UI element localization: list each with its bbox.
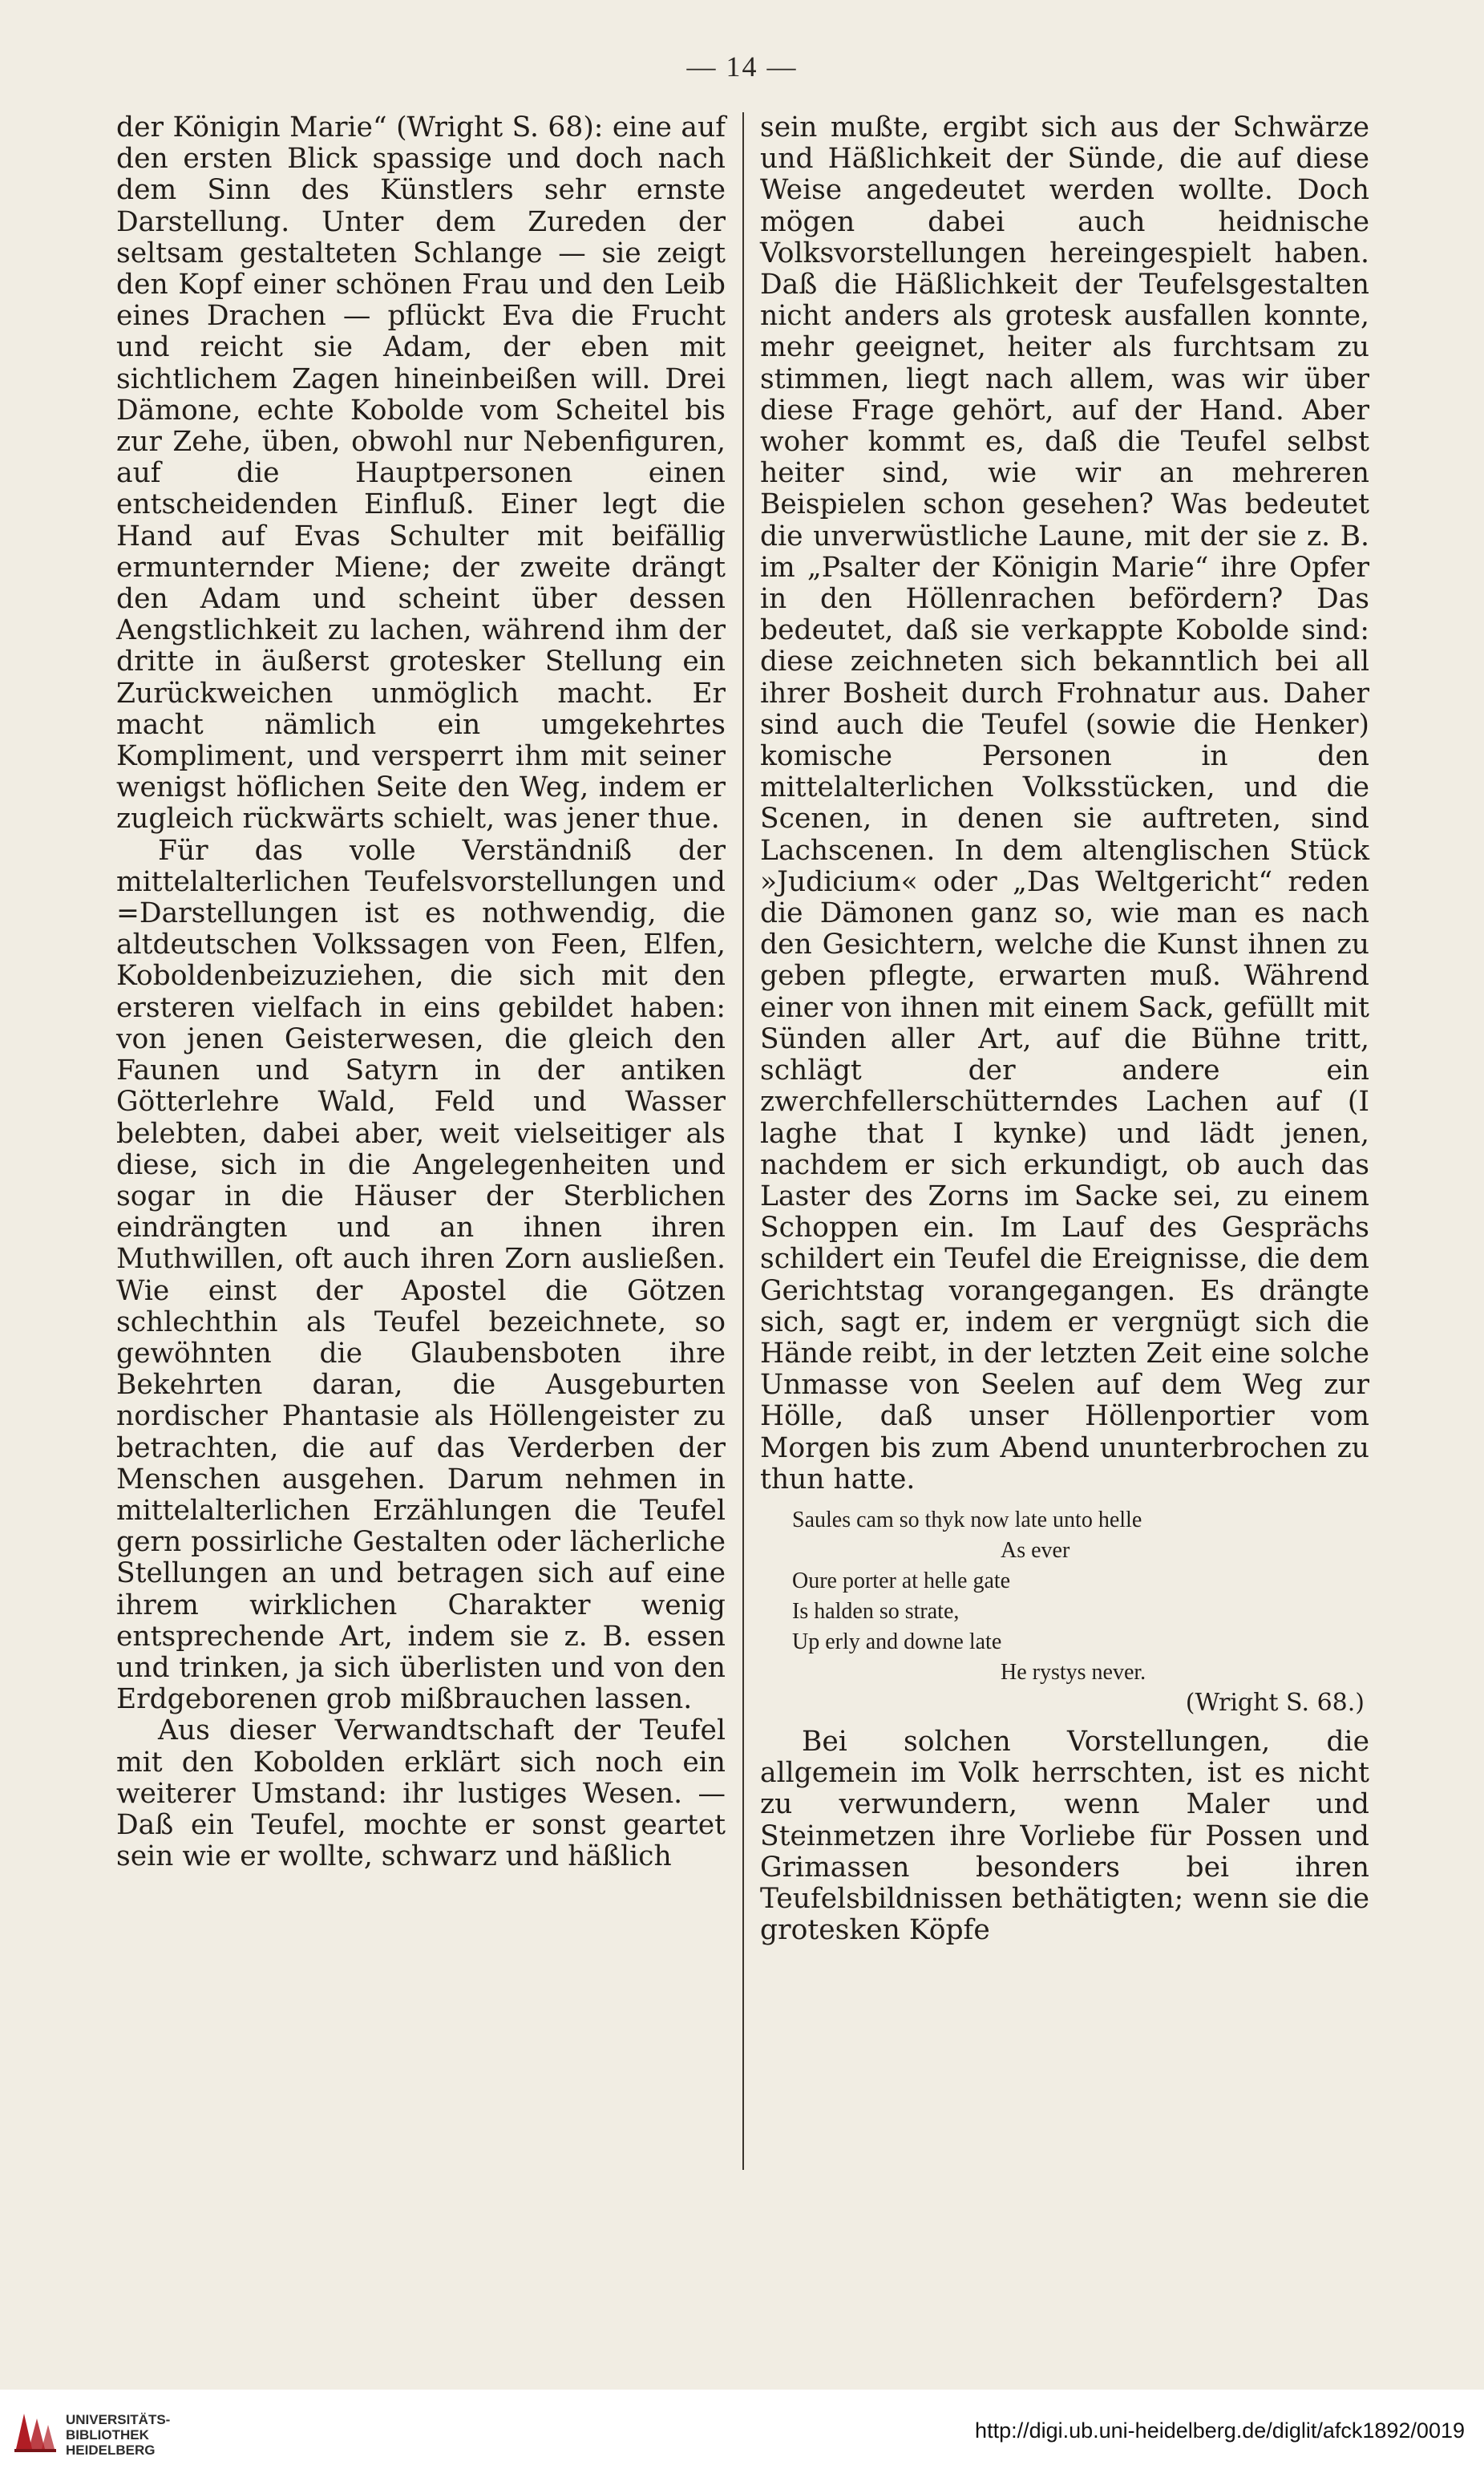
left-column <box>116 112 726 1872</box>
footer-bar <box>0 2390 1484 2473</box>
library-logo-icon <box>11 2407 58 2455</box>
paragraph: sein mußte, ergibt sich aus der Schwärze und Häßlichkeit der Sünde, die auf diese Weise angedeutet werden wollte. Doch mögen dabei auch heidnische Volksvorstellungen hereingespielt haben. Daß die Häßlichkeit der Teufelsgestalten nicht anders als grotesk ausfallen konnte, mehr geeignet, heiter als furchtsam zu stimmen, liegt nach allem, was wir über diese Frage gehört, auf der Hand. Aber woher kommt es, daß die Teufel selbst heiter sind, wie wir an mehreren Beispielen schon gesehen? Was bedeutet die unverwüstliche Laune, mit der sie z. B. im „Psalter der Königin Marie“ ihre Opfer in den Höllenrachen befördern? Das bedeutet, daß sie verkappte Kobolde sind: diese zeichneten sich bekanntlich bei all ihrer Bosheit durch Frohnatur aus. Daher sind auch die Teufel (sowie die Henker) komische Personen in den mittelalterlichen Volksstücken, und die Scenen, in denen sie auftreten, sind Lachscenen. In dem altenglischen Stück »Judicium« oder „Das Weltgericht“ reden die Dämonen ganz so, wie man es nach den Gesichtern, welche die Kunst ihnen zu geben pflegte, erwarten muß. Während einer von ihnen mit einem Sack, gefüllt mit Sünden aller Art, auf die Bühne tritt, schlägt der andere ein zwerchfellerschütterndes Lachen auf (I laghe that I kynke) und lädt jenen, nachdem er sich erkundigt, ob auch das Laster des Zorns im Sacke sei, zu einem Schoppen ein. Im Lauf des Gesprächs schildert ein Teufel die Ereignisse, die dem Gerichtstag vorangegangen. Es drängte sich, sagt er, indem er vergnügt sich die Hände reibt, in der letzten Zeit eine solche Unmasse von Seelen auf dem Weg zur Hölle, daß unser Höllenportier vom Morgen bis zum Abend ununterbrochen zu thun hatte. <box>760 111 1369 1496</box>
paragraph: der Königin Marie“ (Wright S. 68): eine auf den ersten Blick spassige und doch nach dem Sinn des Künstlers sehr ernste Darstellung. Unter dem Zureden der seltsam gestalteten Schlange — sie zeigt den Kopf einer schönen Frau und den Leib eines Drachen — pflückt Eva die Frucht und reicht sie Adam, der eben mit sichtlichem Zagen hineinbeißen will. Drei Dämone, echte Kobolde vom Scheitel bis zur Zehe, üben, obwohl nur Nebenfiguren, auf die Hauptpersonen einen entscheidenden Einfluß. Einer legt die Hand auf Evas Schulter mit beifällig ermunternder Miene; der zweite drängt den Adam und scheint über dessen Aengstlichkeit zu lachen, während ihm der dritte in äußerst grotesker Stellung ein Zurückweichen unmöglich macht. Er macht nämlich ein umgekehrtes Kompliment, und versperrt ihm mit seiner wenigst höflichen Seite den Weg, indem er zugleich rückwärts schielt, was jener thue. <box>116 111 726 836</box>
library-name-line: HEIDELBERG <box>66 2443 156 2458</box>
page-number: — 14 — <box>686 51 798 83</box>
verse-line: He rystys never. <box>1001 1659 1146 1685</box>
source-url-link[interactable]: http://digi.ub.uni-heidelberg.de/diglit/afck1892/0019 <box>975 2418 1465 2443</box>
verse-line: As ever <box>1001 1537 1070 1563</box>
verse-line: Saules cam so thyk now late unto helle <box>792 1507 1142 1532</box>
verse-line: Oure porter at helle gate <box>792 1568 1011 1593</box>
verse-line: Is halden so strate, <box>792 1598 960 1624</box>
verse-quotation <box>792 1505 1369 1718</box>
verse-line: Up erly and downe late <box>792 1629 1002 1654</box>
column-divider <box>742 112 744 2170</box>
paragraph: Für das volle Verständniß der mittelalterlichen Teufelsvorstellungen und =Darstellungen ist es nothwendig, die altdeutschen Volkssagen von Feen, Elfen, Koboldenbeizuziehen, die sich mit den ersteren vielfach in eins gebildet haben: von jenen Geisterwesen, die gleich den Faunen und Satyrn in der antiken Götterlehre Wald, Feld und Wasser belebten, dabei aber, weit vielseitiger als diese, sich in die Angelegenheiten und sogar in die Häuser der Sterblichen eindrängten und an ihnen ihren Muthwillen, oft auch ihren Zorn ausließen. Wie einst der Apostel die Götzen schlechthin als Teufel bezeichnete, so gewöhnten die Glaubensboten ihre Bekehrten daran, die Ausgeburten nordischer Phantasie als Höllengeister zu betrachten, die auf das Verderben der Menschen ausgehen. Darum nehmen in mittelalterlichen Erzählungen die Teufel gern possirliche Gestalten oder lächerliche Stellungen an und betragen sich auf eine ihrem wirklichen Charakter wenig entsprechende Art, indem sie z. B. essen und trinken, ja sich überlisten und von den Erdgeborenen grob mißbrauchen lassen. <box>116 834 726 1716</box>
verse-citation: (Wright S. 68.) <box>1185 1688 1365 1717</box>
library-name-line: BIBLIOTHEK <box>66 2427 149 2443</box>
right-column <box>760 112 1369 1946</box>
library-name-line: UNIVERSITÄTS- <box>66 2412 171 2427</box>
paragraph: Aus dieser Verwandtschaft der Teufel mit den Kobolden erklärt sich noch ein weiterer Umstand: ihr lustiges Wesen. — Daß ein Teufel, mochte er sonst geartet sein wie er wollte, schwarz und häßlich <box>116 1714 726 1873</box>
library-name <box>66 2412 170 2458</box>
paragraph: Bei solchen Vorstellungen, die allgemein im Volk herrschten, ist es nicht zu verwundern, wenn Maler und Steinmetzen ihre Vorliebe für Possen und Grimassen besonders bei ihren Teufelsbildnissen bethätigten; wenn sie die grotesken Köpfe <box>760 1725 1369 1947</box>
